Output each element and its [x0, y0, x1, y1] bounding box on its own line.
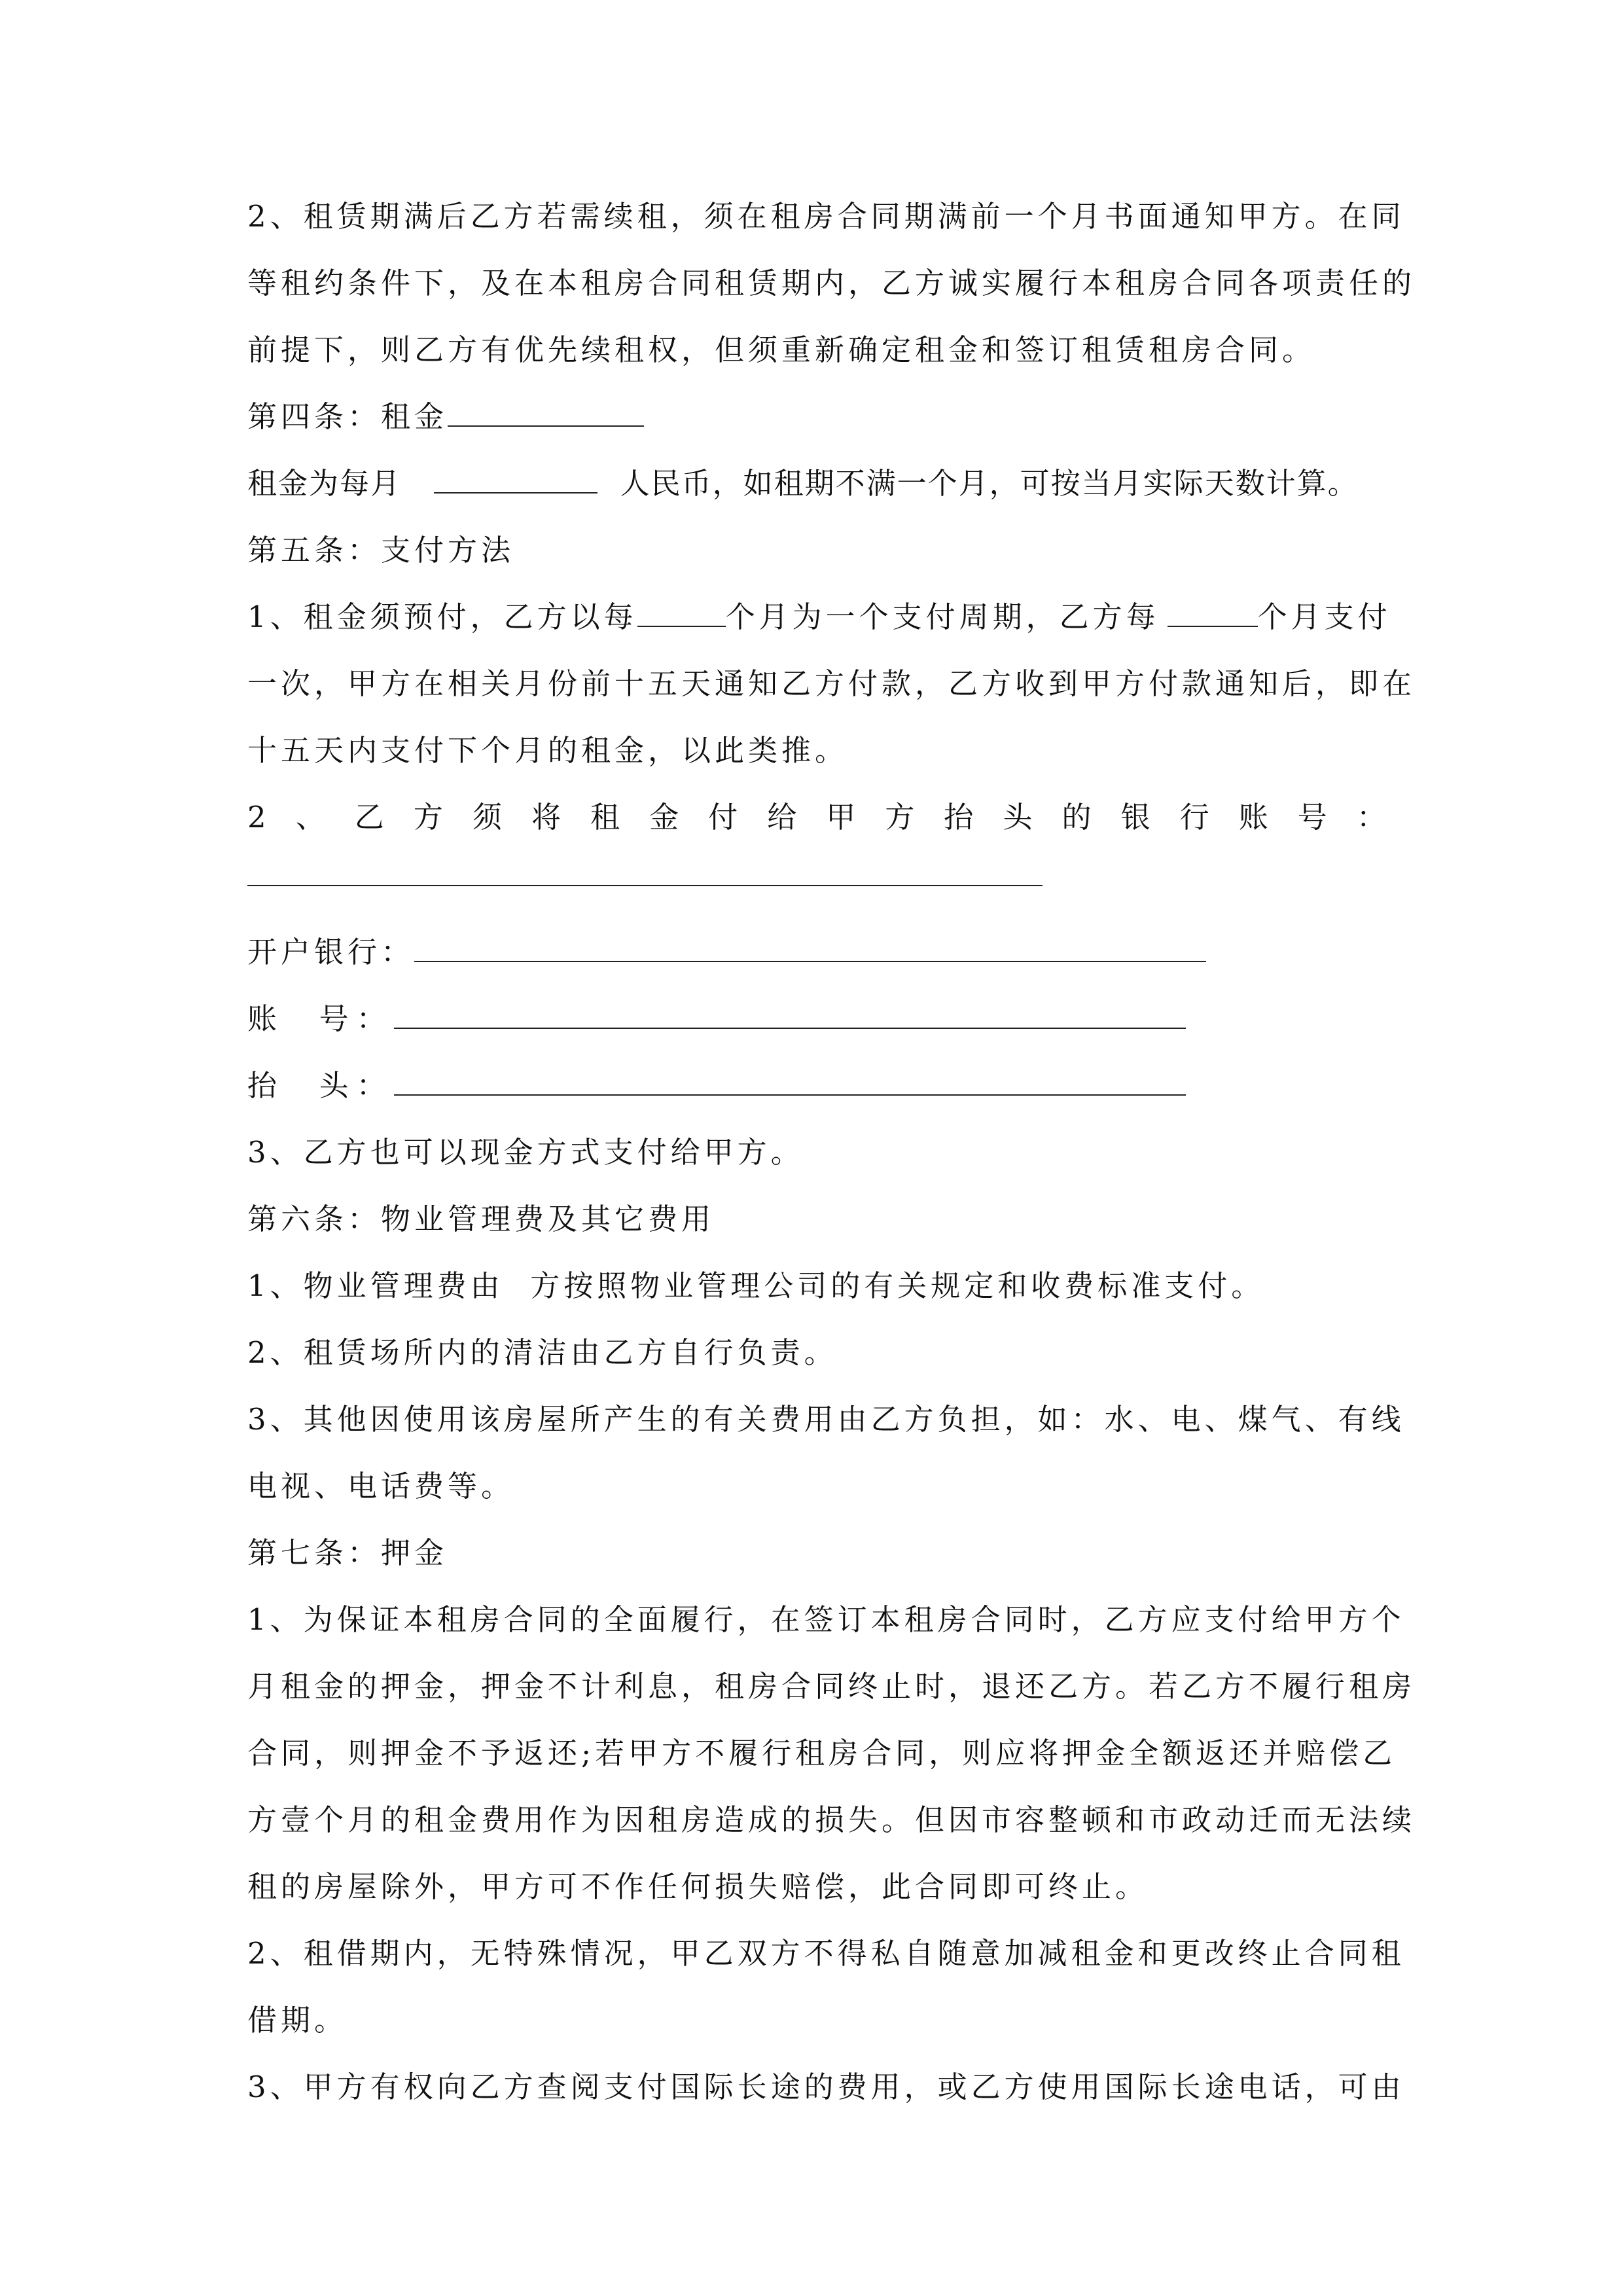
clause-char: 抬 [944, 800, 974, 834]
rent-blank[interactable] [448, 399, 644, 427]
account-number-label: 账 号： [247, 1001, 394, 1036]
clause-char: 须 [472, 800, 502, 834]
monthly-rent-blank[interactable] [434, 466, 597, 493]
deposit-clause-1-line-2: 月租金的押金，押金不计利息，租房合同终止时，退还乙方。若乙方不履行租房 [247, 1669, 1416, 1704]
clause-char: 将 [531, 800, 561, 834]
deposit-clause-1-line-3: 合同，则押金不予返还;若甲方不履行租房合同，则应将押金全额返还并赔偿乙 [247, 1736, 1397, 1770]
bank-name-line [247, 919, 1386, 986]
fees-clause-2: 2、租赁场所内的清洁由乙方自行负责。 [247, 1335, 838, 1370]
payee-label: 抬 头： [247, 1068, 394, 1103]
clause-char: 甲 [826, 800, 856, 834]
article-4-title: 第四条：租金 [247, 399, 448, 434]
payment-text-a: 1、租金须预付，乙方以每 [247, 600, 637, 634]
article-4-heading [247, 384, 1386, 450]
payment-clause-2-line [247, 784, 1386, 851]
article-5-heading: 第五条：支付方法 [247, 533, 515, 567]
clause-3-2-line-3: 前提下，则乙方有优先续租权，但须重新确定租金和签订租赁租房合同。 [247, 332, 1316, 367]
rent-suffix: 人民币，如租期不满一个月，可按当月实际天数计算。 [620, 466, 1359, 501]
deposit-clause-3-line-1: 3、甲方有权向乙方查阅支付国际长途的费用，或乙方使用国际长途电话，可由 [247, 2070, 1405, 2104]
clause-char: 行 [1179, 800, 1209, 834]
fees-clause-1: 1、物业管理费由 方按照物业管理公司的有关规定和收费标准支付。 [247, 1268, 1265, 1303]
payment-clause-3: 3、乙方也可以现金方式支付给甲方。 [247, 1135, 804, 1170]
clause-char: 租 [590, 800, 620, 834]
payment-clause-1-line-3: 十五天内支付下个月的租金，以此类推。 [247, 733, 849, 768]
payee-line [247, 1052, 1386, 1119]
bank-account-blank[interactable] [247, 851, 1043, 886]
article-7-heading: 第七条：押金 [247, 1535, 448, 1570]
deposit-clause-1-line-5: 租的房屋除外，甲方可不作任何损失赔偿，此合同即可终止。 [247, 1869, 1149, 1904]
payee-blank[interactable] [394, 1068, 1186, 1096]
clause-char: 2 [247, 800, 266, 834]
clause-char: 的 [1061, 800, 1092, 834]
clause-char: 方 [885, 800, 915, 834]
clause-char: 方 [413, 800, 443, 834]
article-6-heading: 第六条：物业管理费及其它费用 [247, 1202, 715, 1236]
payment-frequency-blank[interactable] [1168, 600, 1258, 627]
fees-clause-3-line-1: 3、其他因使用该房屋所产生的有关费用由乙方负担，如：水、电、煤气、有线 [247, 1402, 1405, 1437]
clause-char: 乙 [354, 800, 384, 834]
fees-clause-3-line-2: 电视、电话费等。 [247, 1469, 515, 1503]
clause-char: 给 [767, 800, 797, 834]
clause-char: 金 [649, 800, 679, 834]
rent-prefix: 租金为每月 [247, 466, 402, 501]
deposit-clause-1-line-1: 1、为保证本租房合同的全面履行，在签订本租房合同时，乙方应支付给甲方个 [247, 1602, 1405, 1637]
clause-char: 账 [1238, 800, 1268, 834]
clause-char: ： [1356, 800, 1386, 834]
clause-char: 付 [708, 800, 738, 834]
payment-clause-1-line-1 [247, 584, 1391, 651]
bank-name-label: 开户银行： [247, 935, 415, 969]
payment-cycle-blank[interactable] [637, 600, 726, 627]
contract-page [247, 183, 1416, 2121]
payment-text-b: 个月为一个支付周期，乙方每 [725, 600, 1160, 634]
account-number-blank[interactable] [394, 1001, 1186, 1029]
payment-text-c: 个月支付 [1257, 600, 1391, 634]
rent-amount-line [247, 450, 1386, 517]
deposit-clause-2-line-1: 2、租借期内，无特殊情况，甲乙双方不得私自随意加减租金和更改终止合同租 [247, 1936, 1405, 1971]
clause-3-2-line-1: 2、租赁期满后乙方若需续租，须在租房合同期满前一个月书面通知甲方。在同 [247, 199, 1405, 234]
clause-3-2-line-2: 等租约条件下，及在本租房合同租赁期内，乙方诚实履行本租房合同各项责任的 [247, 266, 1416, 300]
deposit-clause-1-line-4: 方壹个月的租金费用作为因租房造成的损失。但因市容整顿和市政动迁而无法续 [247, 1803, 1416, 1837]
clause-char: 银 [1120, 800, 1150, 834]
payment-clause-1-line-2: 一次，甲方在相关月份前十五天通知乙方付款，乙方收到甲方付款通知后，即在 [247, 666, 1416, 701]
clause-char: 、 [295, 800, 325, 834]
deposit-clause-2-line-2: 借期。 [247, 2003, 348, 2037]
bank-name-blank[interactable] [414, 935, 1206, 962]
clause-char: 号 [1297, 800, 1327, 834]
clause-char: 头 [1003, 800, 1033, 834]
account-number-line [247, 986, 1386, 1052]
